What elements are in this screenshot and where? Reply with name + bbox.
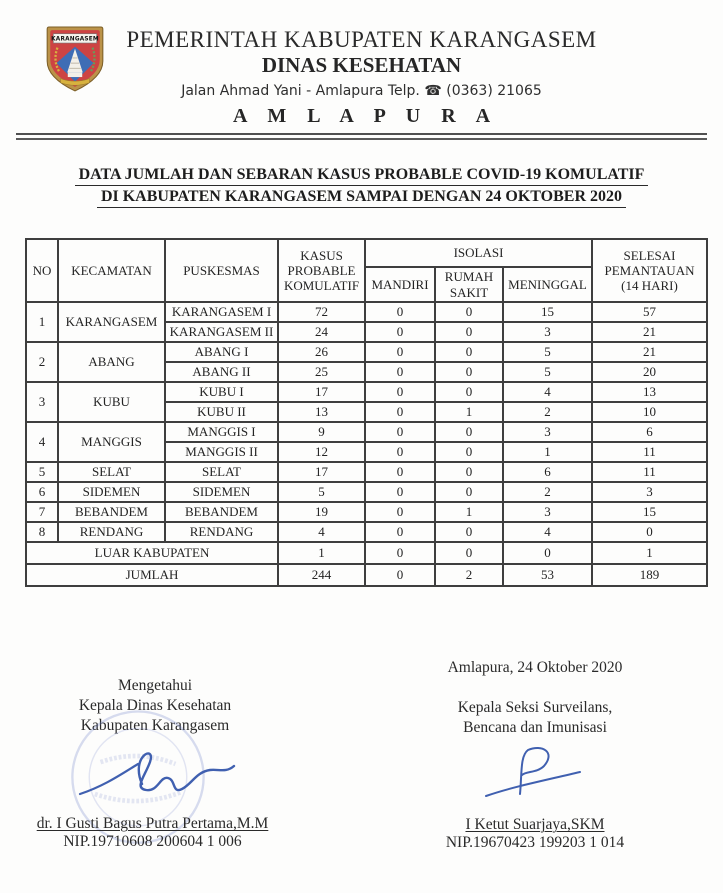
cell-meninggal: 15 <box>503 302 592 322</box>
cell-kecamatan: SIDEMEN <box>58 482 165 502</box>
table-row <box>26 482 707 502</box>
cell-selesai: 10 <box>592 402 707 422</box>
header-kasus-probable: KASUS PROBABLE KOMULATIF <box>278 239 365 302</box>
cell-meninggal: 2 <box>503 402 592 422</box>
cell-jumlah-label: JUMLAH <box>26 564 278 586</box>
cell-mandiri: 0 <box>365 522 435 542</box>
cell-meninggal: 3 <box>503 322 592 342</box>
cell-rumah-sakit: 1 <box>435 502 503 522</box>
cell-mandiri: 0 <box>365 422 435 442</box>
letterhead-address-line <box>0 84 723 98</box>
letterhead-government-line: PEMERINTAH KABUPATEN KARANGASEM <box>126 27 597 52</box>
cell-kasus: 17 <box>278 382 365 402</box>
cell-selesai: 15 <box>592 502 707 522</box>
cell-mandiri: 0 <box>365 462 435 482</box>
cell-mandiri: 0 <box>365 502 435 522</box>
table-row <box>26 522 707 542</box>
cell-meninggal: 3 <box>503 502 592 522</box>
cell-puskesmas: RENDANG <box>165 522 278 542</box>
header-puskesmas: PUSKESMAS <box>165 239 278 302</box>
cell-kecamatan: MANGGIS <box>58 422 165 462</box>
cell-mandiri: 0 <box>365 382 435 402</box>
right-signatory-name: I Ketut Suarjaya,SKM <box>465 816 605 833</box>
cell-rumah-sakit: 1 <box>435 402 503 422</box>
cell-selesai: 189 <box>592 564 707 586</box>
cell-puskesmas: MANGGIS II <box>165 442 278 462</box>
cell-mandiri: 0 <box>365 564 435 586</box>
table-row <box>26 422 707 442</box>
left-role-line-1: Mengetahui <box>117 677 193 694</box>
cell-mandiri: 0 <box>365 442 435 462</box>
cell-kasus: 5 <box>278 482 365 502</box>
cell-meninggal: 5 <box>503 342 592 362</box>
table-row <box>26 302 707 322</box>
cell-puskesmas: SELAT <box>165 462 278 482</box>
cell-selesai: 0 <box>592 522 707 542</box>
cell-puskesmas: BEBANDEM <box>165 502 278 522</box>
title-line-2: DI KABUPATEN KARANGASEM SAMPAI DENGAN 24 OKTOBER 2020 <box>97 188 626 208</box>
cell-no: 3 <box>26 382 58 422</box>
cell-kasus: 72 <box>278 302 365 322</box>
cell-kasus: 26 <box>278 342 365 362</box>
cell-mandiri: 0 <box>365 402 435 422</box>
address-text: Jalan Ahmad Yani - Amlapura Telp. <box>181 83 420 99</box>
cell-rumah-sakit: 0 <box>435 462 503 482</box>
cell-no: 2 <box>26 342 58 382</box>
cell-no: 1 <box>26 302 58 342</box>
cell-mandiri: 0 <box>365 482 435 502</box>
cell-rumah-sakit: 0 <box>435 382 503 402</box>
right-signatory-identity <box>380 816 690 852</box>
cell-selesai: 13 <box>592 382 707 402</box>
jumlah-row <box>26 564 707 586</box>
cell-puskesmas: KARANGASEM I <box>165 302 278 322</box>
cell-meninggal: 3 <box>503 422 592 442</box>
cell-kasus: 9 <box>278 422 365 442</box>
cell-kecamatan: SELAT <box>58 462 165 482</box>
cell-puskesmas: ABANG II <box>165 362 278 382</box>
covid-cases-table <box>25 238 708 587</box>
cell-selesai: 6 <box>592 422 707 442</box>
cell-puskesmas: MANGGIS I <box>165 422 278 442</box>
cell-kecamatan: KUBU <box>58 382 165 422</box>
cell-puskesmas: ABANG I <box>165 342 278 362</box>
cell-selesai: 21 <box>592 322 707 342</box>
cell-mandiri: 0 <box>365 322 435 342</box>
cell-rumah-sakit: 0 <box>435 342 503 362</box>
left-signatory-nip: NIP.19710608 200604 1 006 <box>63 833 242 850</box>
cell-kasus: 4 <box>278 522 365 542</box>
header-kecamatan: KECAMATAN <box>58 239 165 302</box>
cell-mandiri: 0 <box>365 542 435 564</box>
luar-kabupaten-row <box>26 542 707 564</box>
cell-puskesmas: SIDEMEN <box>165 482 278 502</box>
cell-kasus: 13 <box>278 402 365 422</box>
cell-luar-kabupaten-label: LUAR KABUPATEN <box>26 542 278 564</box>
cell-meninggal: 1 <box>503 442 592 462</box>
cell-kasus: 17 <box>278 462 365 482</box>
cell-meninggal: 5 <box>503 362 592 382</box>
table-row <box>26 502 707 522</box>
letterhead-city-line: A M L A P U R A <box>232 105 499 127</box>
telephone-icon: ☎ <box>424 83 442 99</box>
cell-kasus: 25 <box>278 362 365 382</box>
document-title <box>0 166 723 208</box>
left-role-line-3: Kabupaten Karangasem <box>80 717 230 734</box>
cell-selesai: 20 <box>592 362 707 382</box>
cell-puskesmas: KARANGASEM II <box>165 322 278 342</box>
karangasem-crest-logo <box>46 26 104 92</box>
right-role-line-2: Bencana dan Imunisasi <box>463 719 607 736</box>
cell-no: 5 <box>26 462 58 482</box>
cell-kecamatan: BEBANDEM <box>58 502 165 522</box>
cell-kecamatan: ABANG <box>58 342 165 382</box>
table-row <box>26 342 707 362</box>
cell-rumah-sakit: 2 <box>435 564 503 586</box>
cell-meninggal: 4 <box>503 522 592 542</box>
letterhead-divider <box>16 133 707 140</box>
cell-meninggal: 6 <box>503 462 592 482</box>
cell-selesai: 11 <box>592 462 707 482</box>
cell-no: 7 <box>26 502 58 522</box>
cell-rumah-sakit: 0 <box>435 322 503 342</box>
cell-selesai: 11 <box>592 442 707 462</box>
cell-rumah-sakit: 0 <box>435 422 503 442</box>
cell-selesai: 1 <box>592 542 707 564</box>
cell-meninggal: 53 <box>503 564 592 586</box>
cell-selesai: 21 <box>592 342 707 362</box>
cell-mandiri: 0 <box>365 342 435 362</box>
cell-kasus: 1 <box>278 542 365 564</box>
cell-rumah-sakit: 0 <box>435 482 503 502</box>
right-role-line-1: Kepala Seksi Surveilans, <box>457 699 613 716</box>
cell-meninggal: 2 <box>503 482 592 502</box>
cell-puskesmas: KUBU I <box>165 382 278 402</box>
left-signatory-identity <box>0 815 305 851</box>
left-signature <box>76 742 244 806</box>
cell-kecamatan: KARANGASEM <box>58 302 165 342</box>
letterhead <box>0 0 723 140</box>
right-signatory-role <box>370 698 700 738</box>
logo-banner-text: KARANGASEM <box>51 36 99 43</box>
cell-no: 4 <box>26 422 58 462</box>
header-rumah-sakit: RUMAH SAKIT <box>435 267 503 302</box>
cell-no: 6 <box>26 482 58 502</box>
cell-kasus: 19 <box>278 502 365 522</box>
cell-selesai: 3 <box>592 482 707 502</box>
cell-meninggal: 0 <box>503 542 592 564</box>
table-row <box>26 382 707 402</box>
cell-mandiri: 0 <box>365 362 435 382</box>
cell-mandiri: 0 <box>365 302 435 322</box>
cell-selesai: 57 <box>592 302 707 322</box>
left-role-line-2: Kepala Dinas Kesehatan <box>78 697 232 714</box>
header-meninggal: MENINGGAL <box>503 267 592 302</box>
cell-rumah-sakit: 0 <box>435 362 503 382</box>
cell-rumah-sakit: 0 <box>435 442 503 462</box>
cell-kasus: 244 <box>278 564 365 586</box>
phone-number: (0363) 21065 <box>446 83 542 99</box>
cell-kasus: 24 <box>278 322 365 342</box>
header-isolasi: ISOLASI <box>365 239 592 267</box>
header-mandiri: MANDIRI <box>365 267 435 302</box>
left-signatory-name: dr. I Gusti Bagus Putra Pertama,M.M <box>36 815 269 832</box>
title-line-1: DATA JUMLAH DAN SEBARAN KASUS PROBABLE COVID-19 KOMULATIF <box>75 166 649 186</box>
right-signature <box>478 742 588 804</box>
cell-rumah-sakit: 0 <box>435 302 503 322</box>
cell-kasus: 12 <box>278 442 365 462</box>
header-no: NO <box>26 239 58 302</box>
letterhead-department-line: DINAS KESEHATAN <box>261 53 462 77</box>
cell-no: 8 <box>26 522 58 542</box>
cell-meninggal: 4 <box>503 382 592 402</box>
cell-kecamatan: RENDANG <box>58 522 165 542</box>
right-signatory-nip: NIP.19670423 199203 1 014 <box>445 834 625 851</box>
header-selesai-pemantauan: SELESAI PEMANTAUAN (14 HARI) <box>592 239 707 302</box>
cell-rumah-sakit: 0 <box>435 522 503 542</box>
table-row <box>26 462 707 482</box>
cell-puskesmas: KUBU II <box>165 402 278 422</box>
date-line: Amlapura, 24 Oktober 2020 <box>447 659 623 676</box>
cell-rumah-sakit: 0 <box>435 542 503 564</box>
